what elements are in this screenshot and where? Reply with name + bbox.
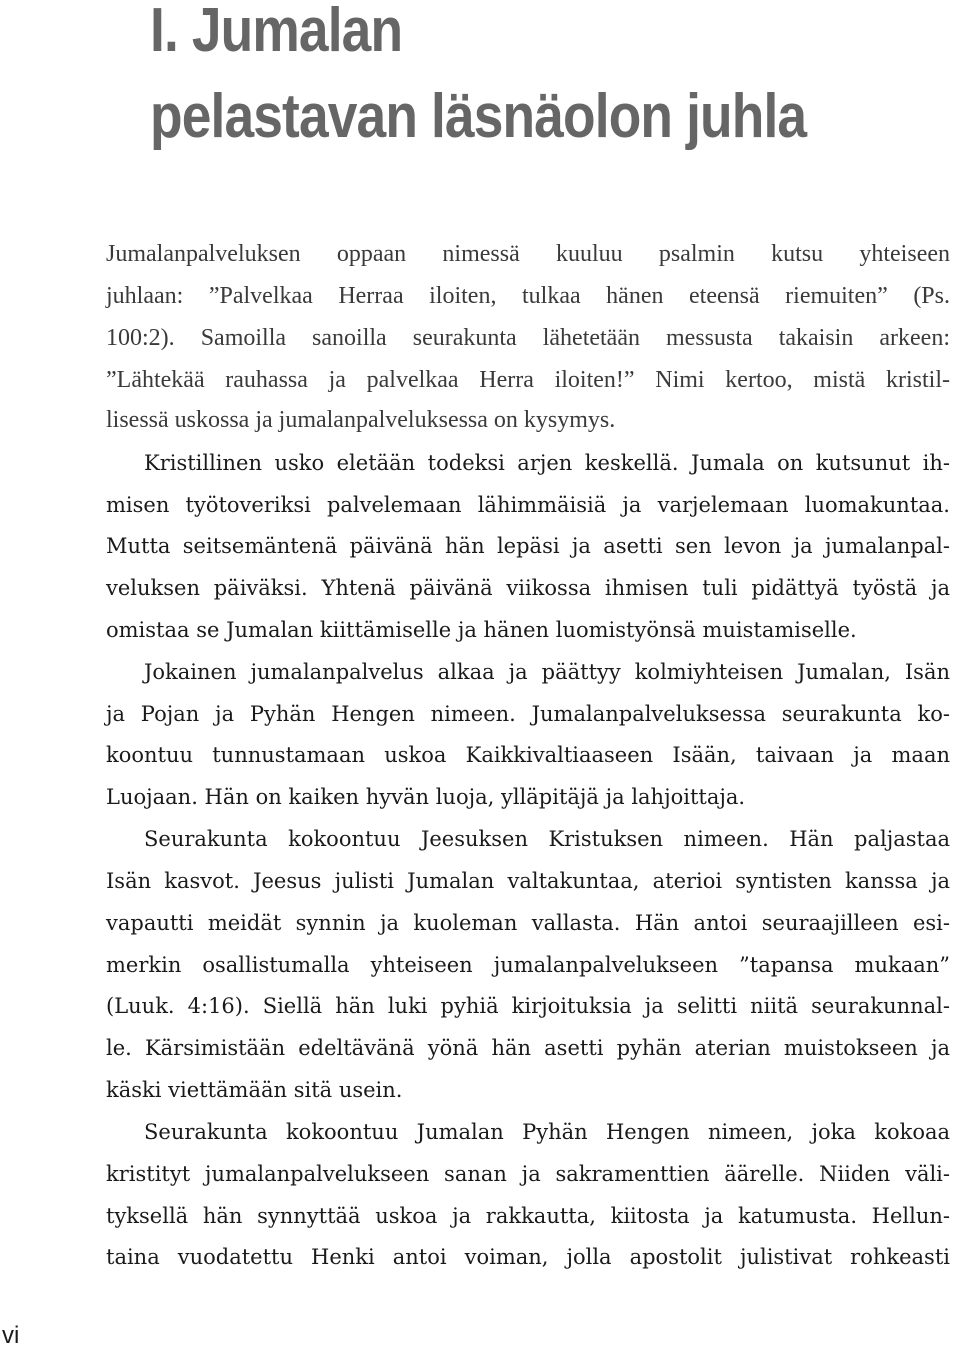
body-line: koontuu tunnustamaan uskoa Kaikkivaltiaaseen Isään, taivaan ja maan	[106, 743, 950, 767]
body-line: kristityt jumalanpalvelukseen sanan ja sakramenttien äärelle. Niiden väli-	[106, 1162, 950, 1186]
body-line: le. Kärsimistään edeltävänä yönä hän asetti pyhän aterian muistokseen ja	[106, 1036, 950, 1060]
body-line: Jokainen jumalanpalvelus alkaa ja päättyy kolmiyhteisen Jumalan, Isän	[144, 660, 950, 684]
body-line: tyksellä hän synnyttää uskoa ja rakkautta, kiitosta ja katumusta. Hellun-	[106, 1204, 950, 1228]
body-line: Luojaan. Hän on kaiken hyvän luoja, ylläpitäjä ja lahjoittaja.	[106, 785, 746, 809]
intro-line: 100:2). Samoilla sanoilla seurakunta lähetetään messusta takaisin arkeen:	[106, 325, 950, 351]
body-line: merkin osallistumalla yhteiseen jumalanpalvelukseen ”tapansa mukaan”	[106, 953, 950, 977]
intro-line: Jumalanpalveluksen oppaan nimessä kuuluu psalmin kutsu yhteiseen	[106, 241, 950, 267]
chapter-title-line-2: pelastavan läsnäolon juhla	[150, 82, 807, 151]
body-line: käski viettämään sitä usein.	[106, 1078, 403, 1102]
intro-line: ”Lähtekää rauhassa ja palvelkaa Herra iloiten!” Nimi kertoo, mistä kristil-	[106, 367, 950, 393]
body-line: omistaa se Jumalan kiittämiselle ja hänen luomistyönsä muistamiselle.	[106, 618, 857, 642]
body-line: taina vuodatettu Henki antoi voiman, jolla apostolit julistivat rohkeasti	[106, 1245, 950, 1269]
body-line: Isän kasvot. Jeesus julisti Jumalan valtakuntaa, aterioi syntisten kanssa ja	[106, 869, 950, 893]
body-line: misen työtoveriksi palvelemaan lähimmäisiä ja varjelemaan luomakuntaa.	[106, 493, 950, 517]
body-line: Seurakunta kokoontuu Jumalan Pyhän Hengen nimeen, joka kokoaa	[144, 1120, 950, 1144]
chapter-title-line-1: I. Jumalan	[150, 0, 403, 65]
body-line: (Luuk. 4:16). Siellä hän luki pyhiä kirjoituksia ja selitti niitä seurakunnal-	[106, 994, 950, 1018]
body-line: Kristillinen usko eletään todeksi arjen keskellä. Jumala on kutsunut ih-	[144, 451, 950, 475]
body-line: Seurakunta kokoontuu Jeesuksen Kristuksen nimeen. Hän paljastaa	[144, 827, 950, 851]
body-line: veluksen päiväksi. Yhtenä päivänä viikossa ihmisen tuli pidättyä työstä ja	[106, 576, 950, 600]
body-line: ja Pojan ja Pyhän Hengen nimeen. Jumalanpalveluksessa seurakunta ko-	[106, 702, 950, 726]
intro-line: juhlaan: ”Palvelkaa Herraa iloiten, tulkaa hänen eteensä riemuiten” (Ps.	[106, 283, 950, 309]
body-line: vapautti meidät synnin ja kuoleman vallasta. Hän antoi seuraajilleen esi-	[106, 911, 950, 935]
body-line: Mutta seitsemäntenä päivänä hän lepäsi ja asetti sen levon ja jumalanpal-	[106, 534, 950, 558]
intro-line: lisessä uskossa ja jumalanpalveluksessa on kysymys.	[106, 407, 616, 433]
page-number: vi	[2, 1322, 20, 1349]
